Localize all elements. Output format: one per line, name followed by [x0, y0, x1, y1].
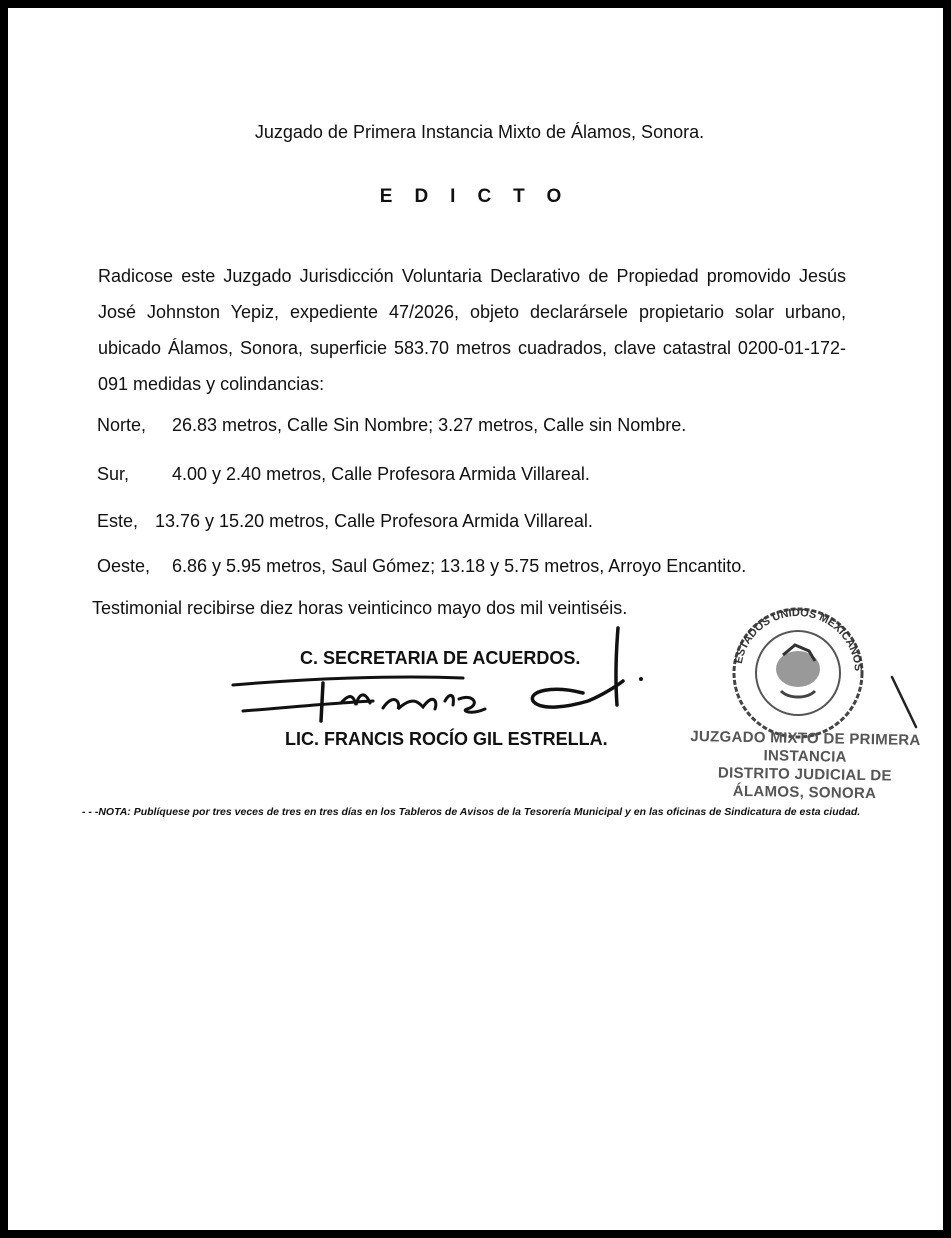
- document-page: [8, 8, 943, 1230]
- boundary-direction: Norte,: [97, 415, 147, 435]
- boundary-description: 26.83 metros, Calle Sin Nombre; 3.27 metros, Calle sin Nombre.: [172, 415, 687, 435]
- boundary-direction: Sur,: [97, 464, 130, 484]
- court-header: Juzgado de Primera Instancia Mixto de Álamos, Sonora.: [254, 122, 705, 142]
- seal-text: ESTADOS UNIDOS MEXICANOS: [732, 606, 865, 672]
- secretaria-title: C. SECRETARIA DE ACUERDOS.: [300, 648, 581, 668]
- stamp-line: INSTANCIA: [763, 747, 847, 766]
- stamp-line: DISTRITO JUDICIAL DE: [717, 764, 892, 785]
- boundary-sur: [97, 464, 590, 485]
- official-seal-icon: [723, 603, 873, 743]
- boundary-norte: [97, 415, 686, 436]
- court-stamp: [669, 728, 940, 805]
- boundary-este: [97, 511, 593, 532]
- boundary-oeste: [97, 556, 746, 577]
- boundary-direction: Oeste,: [97, 556, 151, 576]
- body-paragraph: Radicose este Juzgado Jurisdicción Voluntaria Declarativo de Propiedad promovido Jesús José Johnston Yepiz, expediente 47/2026, objeto declarársele propietario solar urbano, ubicado Álamos, Sonora, superficie 583.70 metros cuadrados, clave catastral 0200-01-172-091 medidas y colindancias:: [98, 266, 846, 394]
- boundary-description: 13.76 y 15.20 metros, Calle Profesora Armida Villareal.: [155, 511, 593, 531]
- boundary-description: 6.86 y 5.95 metros, Saul Gómez; 13.18 y 5.75 metros, Arroyo Encantito.: [172, 556, 747, 576]
- signer-name: LIC. FRANCIS ROCÍO GIL ESTRELLA.: [285, 729, 608, 749]
- pen-stroke-mark: [888, 673, 928, 733]
- stamp-line: ÁLAMOS, SONORA: [732, 782, 877, 803]
- testimonial-text: Testimonial recibirse diez horas veinticinco mayo dos mil veintiséis.: [92, 598, 628, 618]
- handwritten-signature: [223, 623, 643, 733]
- boundary-description: 4.00 y 2.40 metros, Calle Profesora Armida Villareal.: [172, 464, 590, 484]
- document-title: EDICTO: [379, 186, 584, 207]
- boundary-direction: Este,: [97, 511, 139, 531]
- nota-footnote: - - -NOTA: Publíquese por tres veces de tres en tres días en los Tableros de Avisos de la Tesorería Municipal y en las oficinas de Sindicatura de esta ciudad.: [82, 806, 861, 818]
- stamp-line: JUZGADO MIXTO DE PRIMERA: [690, 727, 921, 750]
